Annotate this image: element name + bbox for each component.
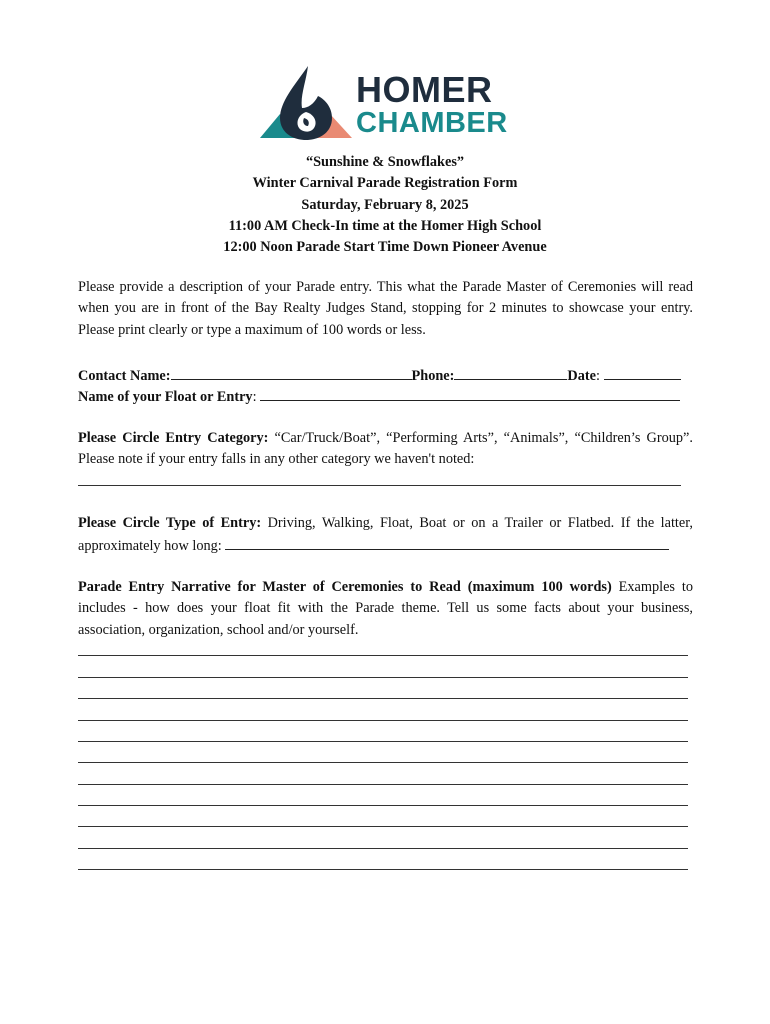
parade-start-time: 12:00 Noon Parade Start Time Down Pioneer Avenue (223, 239, 547, 256)
float-name-row (78, 385, 680, 408)
phone-label: Phone: (411, 368, 455, 384)
form-title: Winter Carnival Parade Registration Form (252, 175, 518, 192)
parade-theme: “Sunshine & Snowflakes” (305, 154, 465, 170)
narrative-line[interactable] (78, 848, 688, 849)
entry-category-label: Please Circle Entry Category: (78, 430, 269, 446)
entry-type-label: Please Circle Type of Entry: (78, 515, 262, 531)
logo-chamber-text: CHAMBER (356, 107, 508, 139)
narrative-text: Examples to includes - how does your float fit with the Parade theme. Tell us some facts about your business, association, organization, school and/or yourself. (78, 579, 693, 638)
logo-mark-icon (258, 64, 356, 142)
parade-date: Saturday, February 8, 2025 (301, 196, 469, 213)
narrative-line[interactable] (78, 720, 688, 721)
category-other-field[interactable] (78, 485, 681, 486)
float-name-label: Name of your Float or Entry (78, 389, 253, 405)
phone-field[interactable] (454, 364, 567, 380)
float-name-field[interactable] (260, 385, 680, 401)
entry-type-paragraph (78, 513, 693, 558)
narrative-line[interactable] (78, 805, 688, 806)
logo-homer-text: HOMER (356, 69, 493, 110)
checkin-time: 11:00 AM Check-In time at the Homer High School (228, 217, 542, 234)
narrative-label: Parade Entry Narrative for Master of Ceremonies to Read (maximum 100 words) (78, 579, 612, 595)
intro-paragraph: Please provide a description of your Parade entry. This what the Parade Master of Ceremonies will read when you are in front of the Bay Realty Judges Stand, stopping for 2 minutes to showcase your entry. Please print clearly or type a maximum of 100 words or less. (78, 279, 693, 338)
narrative-line[interactable] (78, 741, 688, 742)
date-colon: : (596, 368, 604, 384)
narrative-line[interactable] (78, 869, 688, 870)
narrative-line[interactable] (78, 762, 688, 763)
length-field[interactable] (225, 534, 669, 550)
float-name-colon: : (252, 389, 261, 405)
date-label: Date (567, 368, 597, 384)
narrative-line[interactable] (78, 784, 688, 785)
form-header (0, 152, 770, 258)
contact-name-label: Contact Name: (78, 368, 171, 384)
narrative-line[interactable] (78, 677, 688, 678)
narrative-line[interactable] (78, 655, 688, 656)
entry-type-text: Driving, Walking, Float, Boat or on a Trailer or Flatbed. If the latter, approximately how long: (78, 515, 693, 555)
homer-chamber-logo (258, 64, 514, 142)
narrative-line[interactable] (78, 698, 688, 699)
contact-row (78, 364, 681, 387)
narrative-line[interactable] (78, 826, 688, 827)
entry-category-paragraph (78, 428, 693, 471)
narrative-paragraph (78, 577, 693, 641)
contact-name-field[interactable] (171, 364, 412, 380)
date-field[interactable] (604, 364, 681, 380)
entry-category-text: “Car/Truck/Boat”, “Performing Arts”, “Animals”, “Children’s Group”. Please note if your entry falls in any other category we haven't noted: (78, 430, 693, 468)
